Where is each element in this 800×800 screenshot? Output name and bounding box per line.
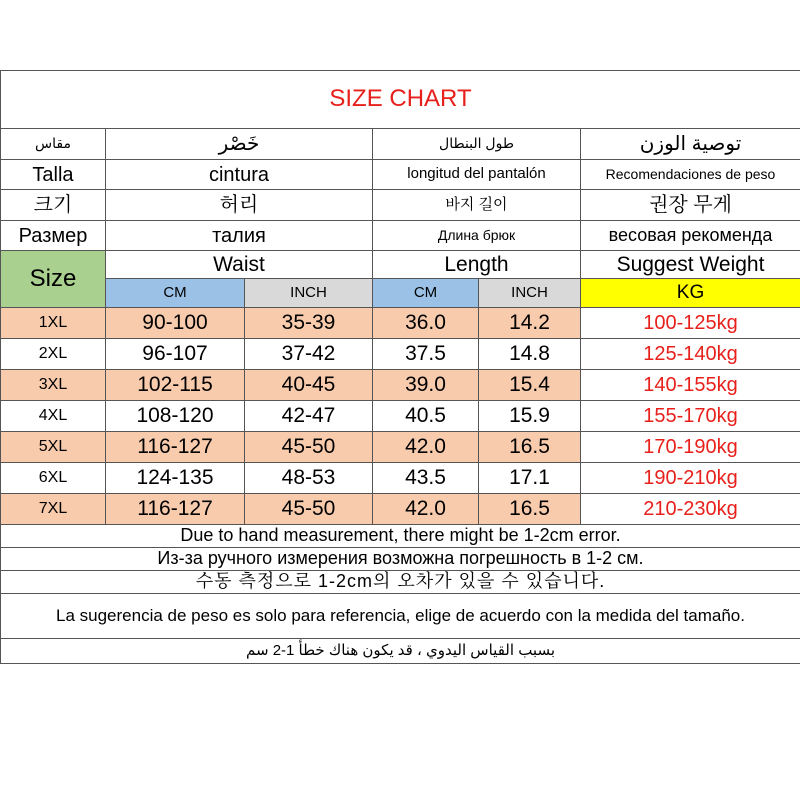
ml-length-label: طول البنطال [373,129,581,160]
length-header: Length [373,251,581,279]
waist-cm-cell: 116-127 [106,432,245,463]
ml-weight-label: весовая рекоменда [581,221,800,251]
ml-waist-label: 허리 [106,190,373,221]
kg-header: KG [581,279,800,308]
note-english: Due to hand measurement, there might be 1-2cm error. [1,525,800,548]
length-inch-header: INCH [479,279,581,308]
table-row [1,494,800,525]
weight-cell: 190-210kg [581,463,800,494]
waist-cm-header: CM [106,279,245,308]
length-cm-header: CM [373,279,479,308]
weight-cell: 125-140kg [581,339,800,370]
length-inch-cell: 14.2 [479,308,581,339]
table-row [1,308,800,339]
waist-inch-cell: 37-42 [245,339,373,370]
size-cell: 1XL [1,308,106,339]
note-russian: Из-за ручного измерения возможна погрешность в 1-2 см. [1,548,800,571]
note-spanish: La sugerencia de peso es solo para referencia, elige de acuerdo con la medida del tamaño. [1,594,800,639]
table-row [1,401,800,432]
waist-inch-cell: 35-39 [245,308,373,339]
table-row [1,339,800,370]
length-inch-cell: 16.5 [479,494,581,525]
size-cell: 2XL [1,339,106,370]
waist-cm-cell: 108-120 [106,401,245,432]
ml-weight-label: Recomendaciones de peso [581,160,800,190]
weight-cell: 155-170kg [581,401,800,432]
waist-cm-cell: 102-115 [106,370,245,401]
waist-inch-cell: 45-50 [245,494,373,525]
ml-length-label: Длина брюк [373,221,581,251]
size-cell: 3XL [1,370,106,401]
ml-waist-label: cintura [106,160,373,190]
ml-size-label: مقاس [1,129,106,160]
length-inch-cell: 15.4 [479,370,581,401]
length-cm-cell: 36.0 [373,308,479,339]
ml-size-label: Talla [1,160,106,190]
note-korean: 수동 측정으로 1-2cm의 오차가 있을 수 있습니다. [1,571,800,594]
weight-cell: 210-230kg [581,494,800,525]
ml-row-russian [1,221,800,251]
length-cm-cell: 40.5 [373,401,479,432]
weight-cell: 140-155kg [581,370,800,401]
length-inch-cell: 15.9 [479,401,581,432]
length-cm-cell: 39.0 [373,370,479,401]
ml-waist-label: خَصْر [106,129,373,160]
waist-inch-cell: 40-45 [245,370,373,401]
length-cm-cell: 43.5 [373,463,479,494]
length-cm-cell: 42.0 [373,432,479,463]
length-inch-cell: 17.1 [479,463,581,494]
waist-inch-cell: 45-50 [245,432,373,463]
length-inch-cell: 14.8 [479,339,581,370]
ml-size-label: Размер [1,221,106,251]
ml-row-spanish [1,160,800,190]
weight-cell: 170-190kg [581,432,800,463]
waist-cm-cell: 124-135 [106,463,245,494]
ml-weight-label: توصية الوزن [581,129,800,160]
ml-waist-label: талия [106,221,373,251]
table-row [1,370,800,401]
ml-size-label: 크기 [1,190,106,221]
size-cell: 5XL [1,432,106,463]
size-header: Size [1,251,106,308]
ml-weight-label: 권장 무게 [581,190,800,221]
waist-cm-cell: 90-100 [106,308,245,339]
waist-inch-header: INCH [245,279,373,308]
length-cm-cell: 37.5 [373,339,479,370]
size-cell: 6XL [1,463,106,494]
weight-cell: 100-125kg [581,308,800,339]
ml-row-arabic [1,129,800,160]
waist-cm-cell: 96-107 [106,339,245,370]
chart-title: SIZE CHART [1,71,800,129]
ml-length-label: longitud del pantalón [373,160,581,190]
size-chart-table [0,70,800,664]
note-arabic: بسبب القياس اليدوي ، قد يكون هناك خطأ 1-2 سم [1,639,800,664]
ml-length-label: 바지 길이 [373,190,581,221]
size-cell: 7XL [1,494,106,525]
waist-inch-cell: 42-47 [245,401,373,432]
table-row [1,432,800,463]
length-cm-cell: 42.0 [373,494,479,525]
table-row [1,463,800,494]
ml-row-korean [1,190,800,221]
length-inch-cell: 16.5 [479,432,581,463]
size-cell: 4XL [1,401,106,432]
waist-cm-cell: 116-127 [106,494,245,525]
waist-header: Waist [106,251,373,279]
weight-header: Suggest Weight [581,251,800,279]
waist-inch-cell: 48-53 [245,463,373,494]
